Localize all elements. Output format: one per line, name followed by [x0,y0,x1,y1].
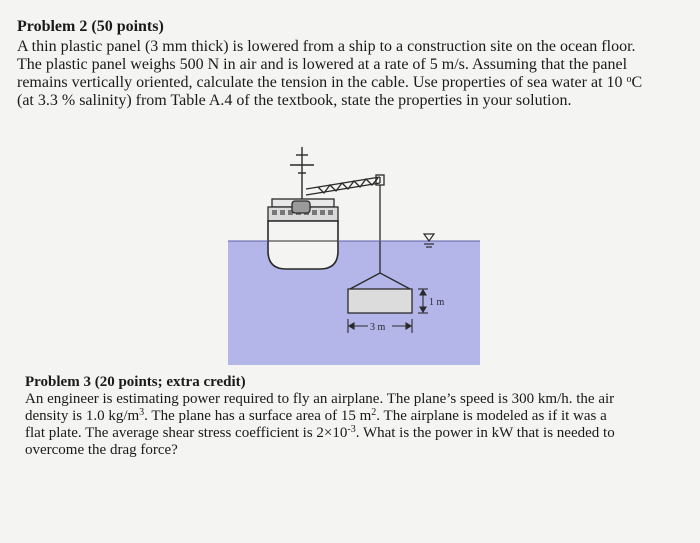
exponent-superscript: -3 [347,424,356,435]
ship-panel-diagram [228,143,480,365]
problem-2-line-1: A thin plastic panel (3 mm thick) is lowered from a ship to a construction site on the ocean floor. [17,38,636,55]
problem-2-line-3 [17,74,693,92]
problem-3-line-3-text-b: . What is the power in kW that is needed to [355,425,615,441]
problem-3-line-2 [25,408,675,425]
problem-3-line-1: An engineer is estimating power required to fly an airplane. The plane’s speed is 300 km/h. the air [25,391,615,407]
ship-hull [268,221,338,269]
problem-3-line-2-text-a: density is 1.0 kg/m [25,408,140,424]
problem-2-line-3-text: remains vertically oriented, calculate the tension in the cable. Use properties of sea water at 10 [17,74,627,91]
squared-superscript: 2 [371,407,377,418]
celsius-unit: C [631,74,643,91]
degree-superscript: o [626,74,632,85]
height-dimension-label: 1 m [429,297,445,308]
ship-mast [290,147,314,199]
cubed-superscript: 3 [139,407,145,418]
problem-3-line-4: overcome the drag force? [25,442,178,458]
problem-2-title: Problem 2 (50 points) [17,18,164,35]
problem-2-line-4: (at 3.3 % salinity) from Table A.4 of the textbook, state the properties in your solution. [17,92,572,109]
plastic-panel [348,289,412,313]
width-dimension-label: 3 m [370,322,386,333]
problem-2-statement [17,38,693,110]
problem-3-line-2-text-c: . The airplane is modeled as if it was a [376,408,607,424]
problem-3-line-3 [25,425,675,442]
problem-2-line-2: The plastic panel weighs 500 N in air and is lowered at a rate of 5 m/s. Assuming that the panel [17,56,628,73]
crane-boom [306,175,384,195]
ship-superstructure [268,199,338,221]
problem-3-statement [25,391,675,459]
problem-3-title: Problem 3 (20 points; extra credit) [25,374,246,390]
ship-panel-figure [228,143,480,365]
problem-3-line-2-text-b: . The plane has a surface area of 15 m [144,408,372,424]
problem-3-line-3-text-a: flat plate. The average shear stress coefficient is 2×10 [25,425,348,441]
